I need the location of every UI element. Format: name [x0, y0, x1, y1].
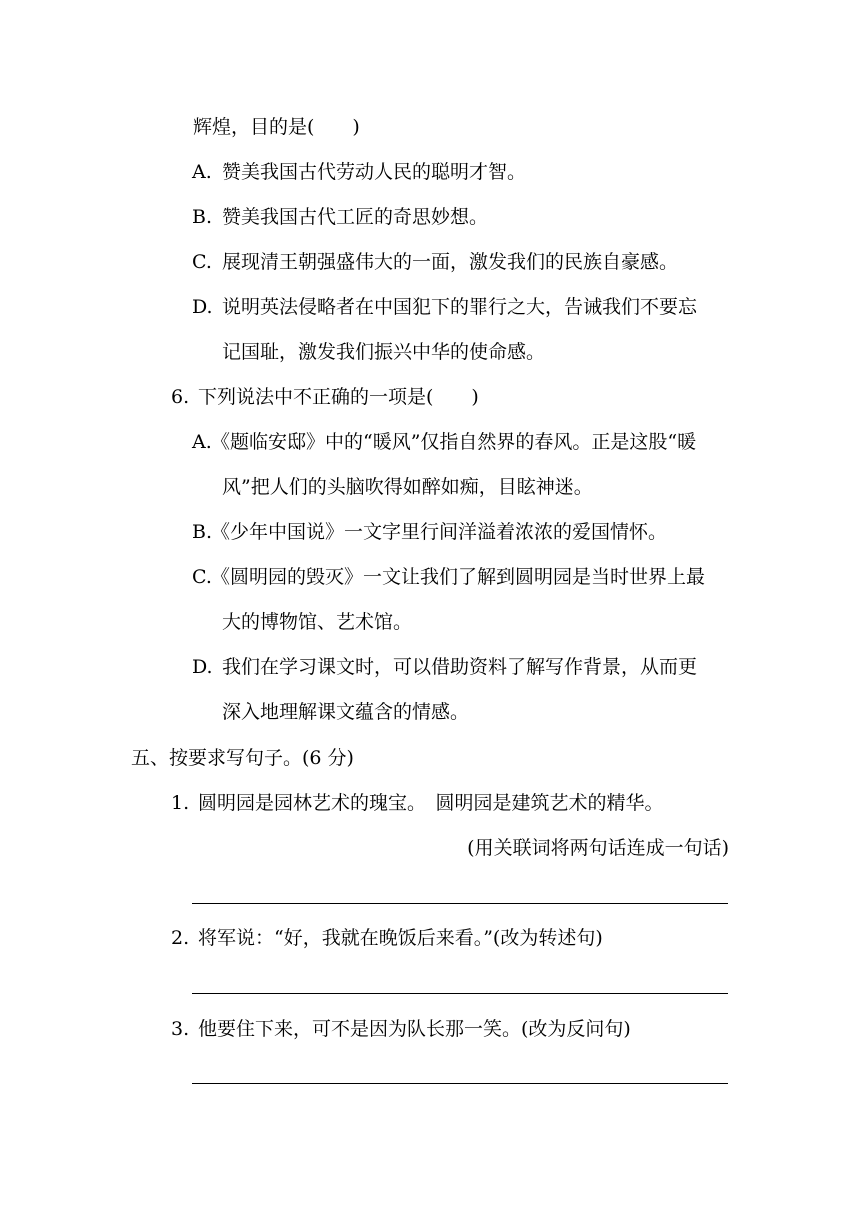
q6-stem: 下列说法中不正确的一项是( ): [198, 386, 479, 408]
q6-option-a-text-cont: 风”把人们的头脑吹得如醉如痴，目眩神迷。: [222, 476, 593, 498]
s5-item1-number: 1.: [171, 792, 190, 814]
s5-item1-text: 圆明园是园林艺术的瑰宝。 圆明园是建筑艺术的精华。: [198, 792, 664, 814]
q6-option-a-text: 《题临安邸》中的“暖风”仅指自然界的春风。正是这股“暖: [211, 431, 697, 453]
q6-option-c-letter: C.: [192, 566, 212, 588]
q6-option-c-text: 《圆明园的毁灭》一文让我们了解到圆明园是当时世界上最: [211, 566, 706, 588]
s5-item3-text: 他要住下来，可不是因为队长那一笑。(改为反问句): [198, 1018, 631, 1040]
q5-option-a-letter: A.: [192, 161, 212, 183]
s5-item2-text: 将军说：“好，我就在晚饭后来看。”(改为转述句): [198, 927, 603, 949]
q5-option-d-text-cont: 记国耻，激发我们振兴中华的使命感。: [222, 341, 546, 363]
q6-number: 6.: [171, 386, 190, 408]
q5-option-d-text: 说明英法侵略者在中国犯下的罪行之大，告诫我们不要忘: [222, 296, 698, 318]
q5-option-c-letter: C.: [192, 251, 212, 273]
s5-item2-answer-line[interactable]: [192, 993, 728, 994]
q5-option-c-text: 展现清王朝强盛伟大的一面，激发我们的民族自豪感。: [222, 251, 679, 273]
q6-option-b-text: 《少年中国说》一文字里行间洋溢着浓浓的爱国情怀。: [211, 521, 668, 543]
s5-item2-number: 2.: [171, 927, 190, 949]
q6-option-d-letter: D.: [192, 656, 213, 678]
q6-option-d-text-cont: 深入地理解课文蕴含的情感。: [222, 701, 470, 723]
q5-option-d-letter: D.: [192, 296, 213, 318]
q6-option-c-text-cont: 大的博物馆、艺术馆。: [222, 611, 413, 633]
q5-option-a-text: 赞美我国古代劳动人民的聪明才智。: [222, 161, 527, 183]
q5-option-b-letter: B.: [192, 206, 213, 228]
s5-item1-instruction: (用关联词将两句话连成一句话): [467, 837, 729, 859]
q5-stem-tail: 辉煌，目的是( ): [193, 116, 360, 138]
q5-option-b-text: 赞美我国古代工匠的奇思妙想。: [222, 206, 489, 228]
q6-option-b-letter: B.: [192, 521, 213, 543]
q6-option-a-letter: A.: [192, 431, 212, 453]
q6-option-d-text: 我们在学习课文时，可以借助资料了解写作背景，从而更: [222, 656, 698, 678]
s5-item3-number: 3.: [171, 1018, 190, 1040]
section5-heading: 五、按要求写句子。(6 分): [131, 747, 354, 769]
s5-item1-answer-line[interactable]: [192, 903, 728, 904]
s5-item3-answer-line[interactable]: [192, 1083, 728, 1084]
